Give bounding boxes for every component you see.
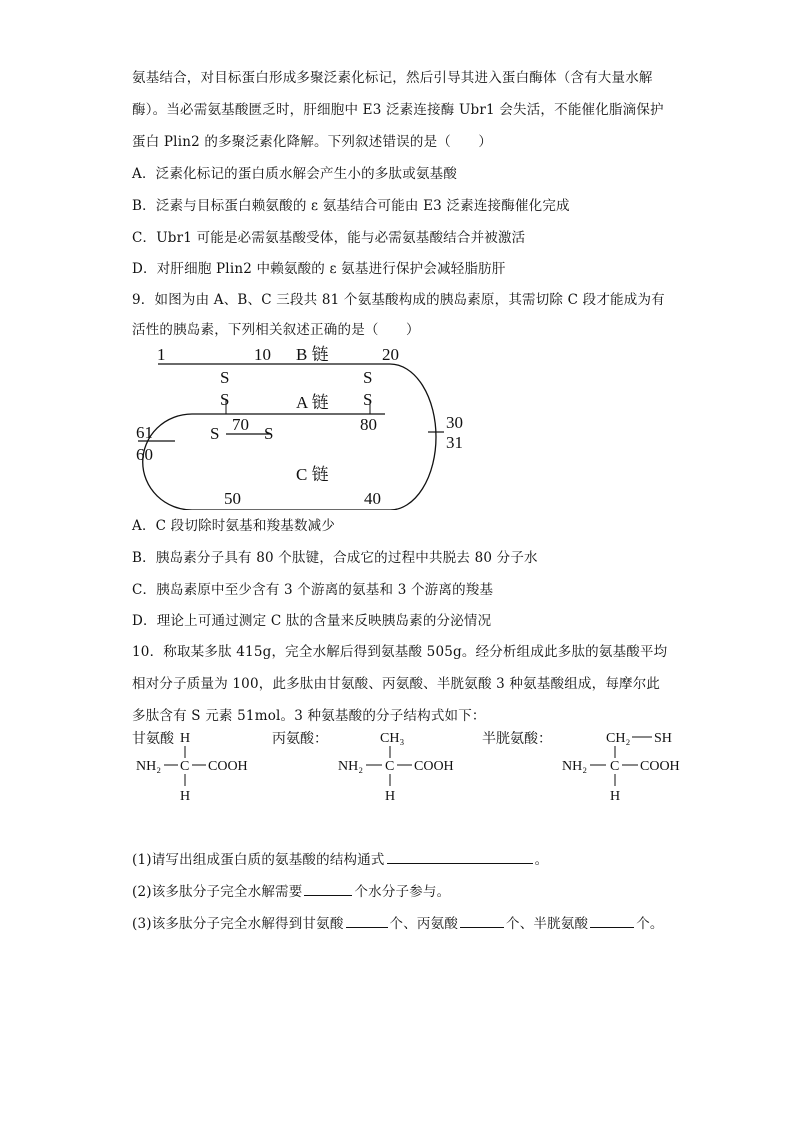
label-50: 50 (224, 489, 241, 508)
label-s: S (363, 390, 373, 409)
label-s: S (220, 390, 230, 409)
label-30: 30 (446, 413, 463, 432)
svg-text:C: C (180, 759, 190, 774)
svg-text:CH₂: CH₂ (606, 731, 631, 746)
label-1: 1 (157, 345, 166, 364)
q10-sub-3: (3)该多肽分子完全水解得到甘氨酸 个、丙氨酸 个、半胱氨酸 个。 (132, 912, 664, 932)
label-s: S (264, 424, 274, 443)
q10-stem-line-1: 10．称取某多肽 415g，完全水解后得到氨基酸 505g。经分析组成此多肽的氨基酸平均 (132, 644, 668, 660)
label-31: 31 (446, 433, 463, 452)
answer-blank-alanine[interactable] (460, 913, 504, 928)
svg-text:NH₂: NH₂ (136, 759, 162, 774)
q10-sub-1: (1)请写出组成蛋白质的氨基酸的结构通式 。 (132, 848, 548, 868)
svg-text:H: H (180, 789, 191, 804)
label-60: 60 (136, 445, 153, 464)
cysteine-structure (482, 722, 692, 812)
svg-text:COOH: COOH (208, 759, 248, 774)
svg-text:H: H (180, 731, 191, 746)
paragraph-line-2: 酶）。当必需氨基酸匮乏时，肝细胞中 E3 泛素连接酶 Ubr1 会失活，不能催化脂滴保护 (132, 102, 664, 118)
svg-text:NH₂: NH₂ (338, 759, 364, 774)
answer-blank-glycine[interactable] (346, 913, 388, 928)
q10-stem-line-2: 相对分子质量为 100，此多肽由甘氨酸、丙氨酸、半胱氨酸 3 种氨基酸组成，每摩尔此 (132, 676, 661, 692)
label-b-chain: B 链 (296, 345, 329, 364)
q9-option-b: B．胰岛素分子具有 80 个肽键，合成它的过程中共脱去 80 分子水 (132, 550, 538, 566)
glycine-structure (132, 722, 272, 812)
label-s: S (220, 368, 230, 387)
svg-text:H: H (385, 789, 396, 804)
q8-option-c: C．Ubr1 可能是必需氨基酸受体，能与必需氨基酸结合并被激活 (132, 230, 526, 246)
svg-text:C: C (610, 759, 620, 774)
label-80: 80 (360, 415, 377, 434)
glycine-name: 甘氨酸 (132, 731, 174, 747)
alanine-structure (272, 722, 472, 812)
label-a-chain: A 链 (296, 393, 329, 412)
answer-blank-general-formula[interactable] (387, 849, 533, 864)
label-s: S (363, 368, 373, 387)
label-70: 70 (232, 415, 249, 434)
q9-option-d: D．理论上可通过测定 C 肽的含量来反映胰岛素的分泌情况 (132, 613, 492, 629)
q8-option-a: A．泛素化标记的蛋白质水解会产生小的多肽或氨基酸 (132, 166, 458, 182)
svg-text:COOH: COOH (640, 759, 680, 774)
answer-blank-cysteine[interactable] (590, 913, 634, 928)
svg-text:H: H (610, 789, 621, 804)
label-10: 10 (254, 345, 271, 364)
svg-text:CH₃: CH₃ (380, 731, 405, 746)
peptide-backbone (143, 364, 436, 510)
q8-option-b: B．泛素与目标蛋白赖氨酸的 ε 氨基结合可能由 E3 泛素连接酶催化完成 (132, 198, 570, 214)
q8-option-d: D．对肝细胞 Plin2 中赖氨酸的 ε 氨基进行保护会减轻脂肪肝 (132, 261, 506, 277)
paragraph-line-1: 氨基结合，对目标蛋白形成多聚泛素化标记，然后引导其进入蛋白酶体（含有大量水解 (132, 70, 653, 86)
q9-stem-line-2: 活性的胰岛素，下列相关叙述正确的是（ ） (132, 322, 420, 338)
alanine-name: 丙氨酸： (272, 731, 328, 747)
label-40: 40 (364, 489, 381, 508)
label-c-chain: C 链 (296, 465, 329, 484)
proinsulin-diagram (130, 340, 480, 510)
q9-option-c: C．胰岛素原中至少含有 3 个游离的氨基和 3 个游离的羧基 (132, 582, 494, 598)
svg-text:C: C (385, 759, 395, 774)
label-20: 20 (382, 345, 399, 364)
answer-blank-water-count[interactable] (304, 881, 352, 896)
cysteine-name: 半胱氨酸： (482, 731, 552, 747)
svg-text:NH₂: NH₂ (562, 759, 588, 774)
label-61: 61 (136, 423, 153, 442)
svg-text:COOH: COOH (414, 759, 454, 774)
svg-text:SH: SH (654, 731, 672, 746)
q9-stem-line-1: 9．如图为由 A、B、C 三段共 81 个氨基酸构成的胰岛素原，其需切除 C 段才能成为有 (132, 292, 665, 308)
q10-stem-line-3: 多肽含有 S 元素 51mol。3 种氨基酸的分子结构式如下： (132, 708, 486, 724)
paragraph-line-3: 蛋白 Plin2 的多聚泛素化降解。下列叙述错误的是（ ） (132, 134, 493, 150)
q10-sub-2: (2)该多肽分子完全水解需要 个水分子参与。 (132, 880, 450, 900)
q9-option-a: A．C 段切除时氨基和羧基数减少 (132, 518, 336, 534)
label-s: S (210, 424, 220, 443)
